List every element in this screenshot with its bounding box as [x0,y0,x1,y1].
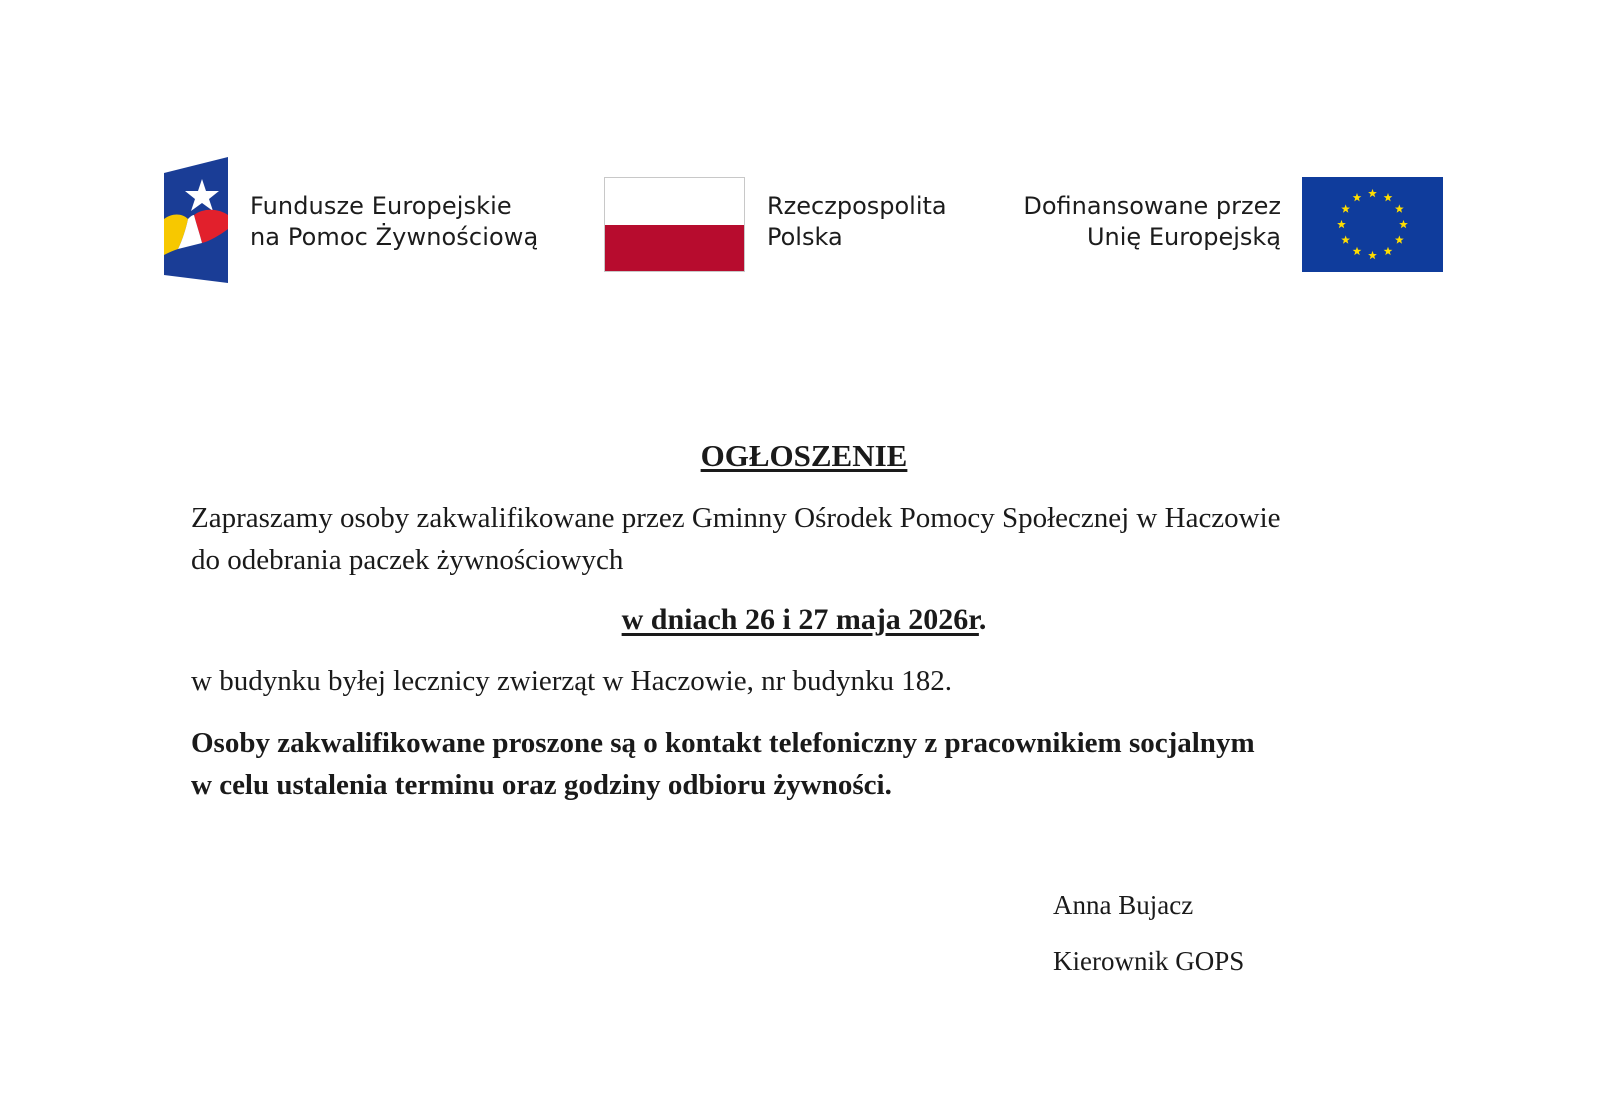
polish-flag-white-stripe [605,178,744,225]
distribution-location: w budynku byłej lecznicy zwierząt w Haczowie, nr budynku 182. [191,665,953,697]
fundusze-europejskie-label [250,191,538,253]
announcement-title: OGŁOSZENIE [700,438,908,473]
fe-label-line2: na Pomoc Żywnościową [250,223,539,251]
contact-line-1: Osoby zakwalifikowane proszone są o kontakt telefoniczny z pracownikiem socjalnym [191,727,1255,759]
rp-label-line1: Rzeczpospolita [767,192,947,220]
polish-flag [604,177,745,272]
distribution-dates [0,602,1600,638]
eu-label-line1: Dofinansowane przez [1023,192,1281,220]
polish-flag-red-stripe [605,225,744,272]
rp-label-line2: Polska [767,223,843,251]
intro-line-1: Zapraszamy osoby zakwalifikowane przez Gminny Ośrodek Pomocy Społecznej w Haczowie [191,502,1281,534]
eu-label-line2: Unię Europejską [1086,223,1281,251]
eu-flag [1302,177,1443,272]
eu-cofinancing-label [1023,191,1281,253]
rzeczpospolita-polska-label [767,191,947,253]
signature-name: Anna Bujacz [1053,890,1194,920]
signature-role: Kierownik GOPS [1053,946,1245,976]
contact-line-2: w celu ustalenia terminu oraz godziny odbioru żywności. [191,769,892,801]
contact-instructions [191,722,1418,806]
logo-bar [0,0,1600,320]
distribution-dates-period: . [978,603,987,636]
distribution-dates-text: w dniach 26 i 27 maja 2026r [621,603,979,636]
fe-label-line1: Fundusze Europejskie [250,192,512,220]
announcement-intro [191,497,1418,581]
fundusze-europejskie-logo [164,157,228,283]
intro-line-2: do odebrania paczek żywnościowych [191,544,624,576]
